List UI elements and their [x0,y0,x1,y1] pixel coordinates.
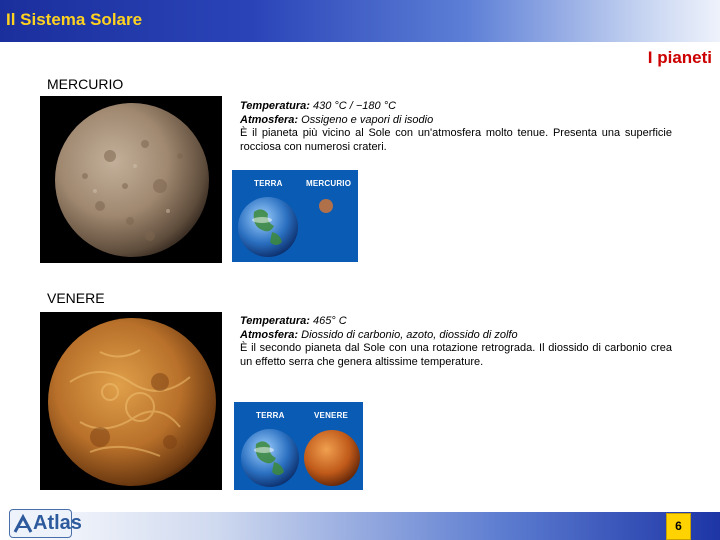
compare-mercury-label: MERCURIO [306,179,352,188]
venus-temperature [240,315,672,329]
mercury-image [40,96,222,263]
venus-description: È il secondo pianeta dal Sole con una rotazione retrograda. Il diossido di carbonio crea un effetto serra che genera altissime temperature. [240,342,672,368]
compare-earth-label: TERRA [254,179,283,188]
temperature-value: 465° C [312,315,347,327]
footer-bar [0,512,720,540]
compare-venus-label: VENERE [314,411,349,420]
venus-atmosphere [240,329,672,343]
mercury-info [240,100,672,154]
venus-info [240,315,672,369]
compare-earth-label: TERRA [256,411,285,420]
venus-size-comparison [234,402,363,490]
mercury-photo [40,96,222,263]
mercury-heading: MERCURIO [47,76,124,92]
header-bar [0,0,720,42]
atlas-logo-mark-icon [13,514,33,534]
venus-heading: VENERE [47,290,105,306]
atmosphere-label: Atmosfera: [240,328,299,341]
atmosphere-label: Atmosfera: [240,113,299,126]
mercury-atmosphere [240,114,672,128]
temperature-value: 430 °C / −180 °C [312,100,397,112]
section-title: I pianeti [647,48,712,67]
mercury-size-comparison [232,170,358,262]
mercury-temperature [240,100,672,114]
venus-image [40,312,222,490]
app-title: Il Sistema Solare [6,10,143,29]
logo-text: Atlas [33,512,82,534]
atmosphere-value: Diossido di carbonio, azoto, diossido di zolfo [301,328,518,341]
venus-photo [40,312,222,490]
temperature-label: Temperatura: [240,315,310,327]
page-number: 6 [666,513,691,540]
mercury-description: È il pianeta più vicino al Sole con un'atmosfera molto tenue. Presenta una superficie rocciosa con numerosi crateri. [240,127,672,153]
atlas-logo [9,509,82,538]
temperature-label: Temperatura: [240,100,310,112]
atmosphere-value: Ossigeno e vapori di isodio [301,113,434,126]
